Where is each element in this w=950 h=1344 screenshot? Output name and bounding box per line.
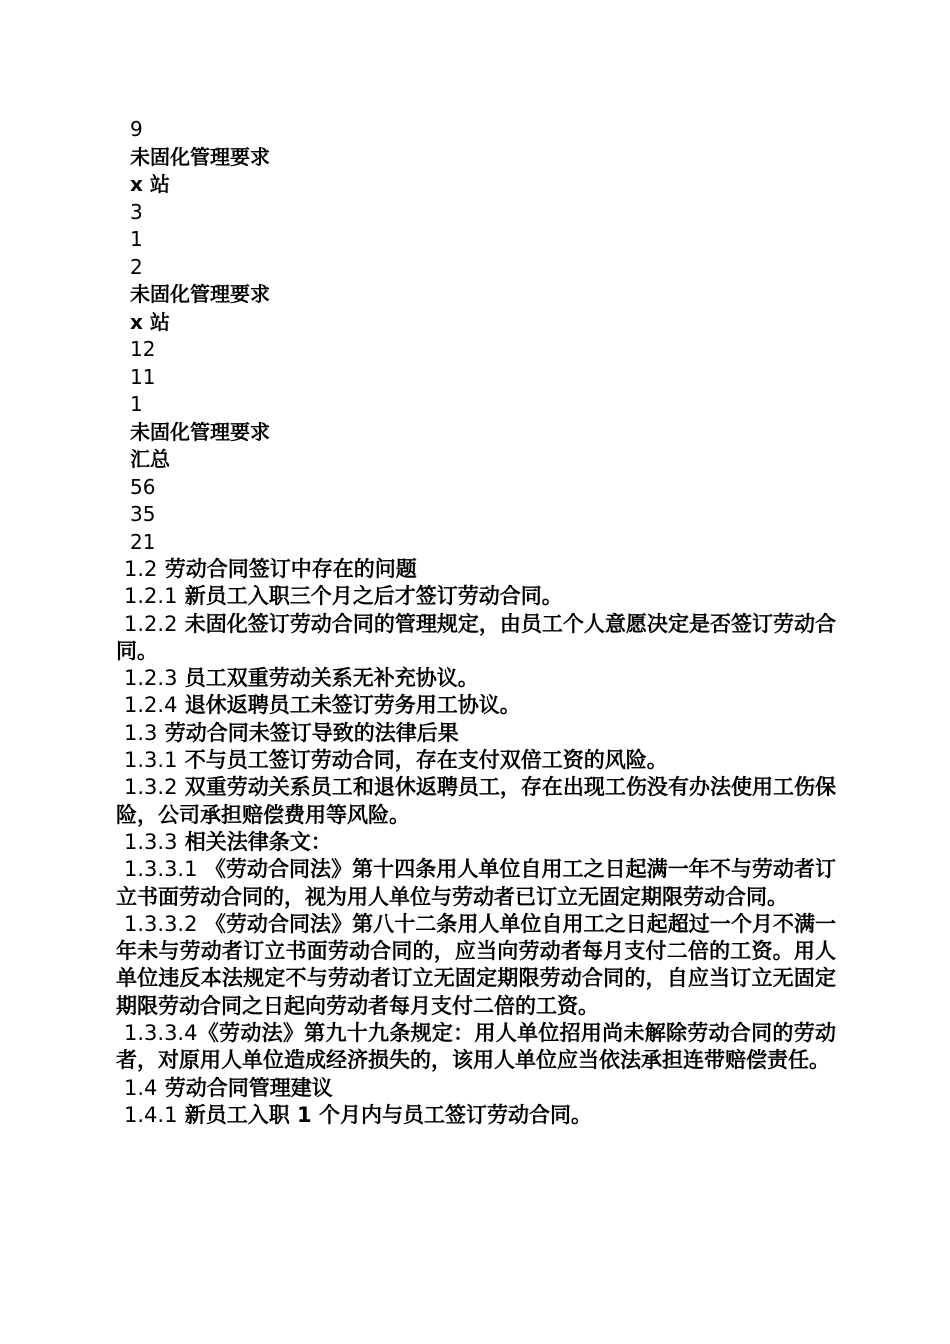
table-cell: 12 (130, 337, 156, 361)
paragraph (116, 556, 836, 583)
table-cell: x 站 (130, 172, 170, 196)
paragraph-text: 《劳动合同法》第十四条用人单位自用工之日起满一年不与劳动者订立书面劳动合同的，视为用人单位与劳动者已订立无固定期限劳动合同。 (116, 857, 836, 909)
paragraph-text: 退休返聘员工未签订劳务用工协议。 (177, 693, 521, 718)
table-cell: 11 (130, 364, 156, 389)
table-cell: 21 (130, 529, 156, 554)
paragraph (116, 1075, 836, 1102)
section-number: 1.3 (124, 720, 158, 745)
table-cell: 1 (130, 392, 143, 416)
table-cells (0, 116, 950, 556)
paragraph (116, 665, 836, 692)
paragraph (116, 829, 836, 856)
paragraph (116, 1102, 836, 1129)
paragraph (116, 583, 836, 610)
paragraph-text: 《劳动法》第九十九条规定：用人单位招用尚未解除劳动合同的劳动者，对原用人单位造成经济损失的，该用人单位应当依法承担连带赔偿责任。 (116, 1021, 836, 1073)
section-number: 1.2.4 (124, 693, 178, 718)
table-cell: 1 (130, 227, 143, 251)
paragraph-text: 新员工入职 1 个月内与员工签订劳动合同。 (177, 1102, 592, 1127)
paragraph (116, 747, 836, 774)
table-cell: 未固化管理要求 (130, 419, 270, 444)
paragraph-text: 双重劳动关系员工和退休返聘员工，存在出现工伤没有办法使用工伤保险，公司承担赔偿费用等风险。 (116, 775, 836, 827)
body-text (0, 556, 836, 1129)
paragraph (116, 720, 836, 747)
table-cell: x 站 (130, 309, 170, 334)
table-cell: 56 (130, 474, 156, 499)
paragraph (116, 692, 836, 719)
table-cell: 35 (130, 502, 156, 526)
paragraph (116, 911, 836, 1020)
section-number: 1.3.3 (124, 829, 178, 854)
table-cell: 汇总 (130, 447, 170, 471)
table-cell: 未固化管理要求 (130, 282, 270, 306)
paragraph (116, 611, 836, 666)
document-page (0, 116, 950, 1129)
table-cell: 未固化管理要求 (130, 144, 270, 169)
section-number: 1.3.1 (124, 748, 178, 773)
paragraph (116, 856, 836, 911)
paragraph-text: 员工双重劳动关系无补充协议。 (177, 666, 479, 691)
section-number: 1.3.2 (124, 775, 178, 800)
paragraph-text: 劳动合同未签订导致的法律后果 (157, 720, 459, 745)
section-number: 1.2.3 (124, 666, 178, 691)
paragraph-text: 新员工入职三个月之后才签订劳动合同。 (177, 584, 563, 609)
paragraph (116, 1020, 836, 1075)
paragraph-text: 劳动合同管理建议 (157, 1075, 333, 1100)
table-cell: 3 (130, 199, 143, 224)
paragraph-text: 相关法律条文： (177, 829, 332, 854)
section-number: 1.2 (124, 557, 158, 581)
section-number: 1.3.3.2 (124, 911, 198, 936)
paragraph (116, 774, 836, 829)
table-cell: 9 (130, 117, 143, 141)
section-number: 1.3.3.1 (124, 857, 198, 882)
section-number: 1.2.1 (124, 584, 178, 609)
paragraph-text: 《劳动合同法》第八十二条用人单位自用工之日起超过一个月不满一年未与劳动者订立书面劳动合同的，应当向劳动者每月支付二倍的工资。用人单位违反本法规定不与劳动者订立无固定期限劳动合同的，自应当订立无固定期限劳动合同之日起向劳动者每月支付二倍的工资。 (116, 911, 836, 1018)
table-cell: 2 (130, 254, 143, 279)
section-number: 1.2.2 (124, 611, 178, 636)
section-number: 1.4 (124, 1075, 158, 1100)
paragraph-text: 不与员工签订劳动合同，存在支付双倍工资的风险。 (177, 748, 668, 773)
section-number: 1.3.3.4 (124, 1021, 198, 1046)
section-number: 1.4.1 (124, 1102, 178, 1127)
paragraph-text: 劳动合同签订中存在的问题 (157, 557, 417, 581)
paragraph-text: 未固化签订劳动合同的管理规定，由员工个人意愿决定是否签订劳动合同。 (116, 611, 836, 663)
